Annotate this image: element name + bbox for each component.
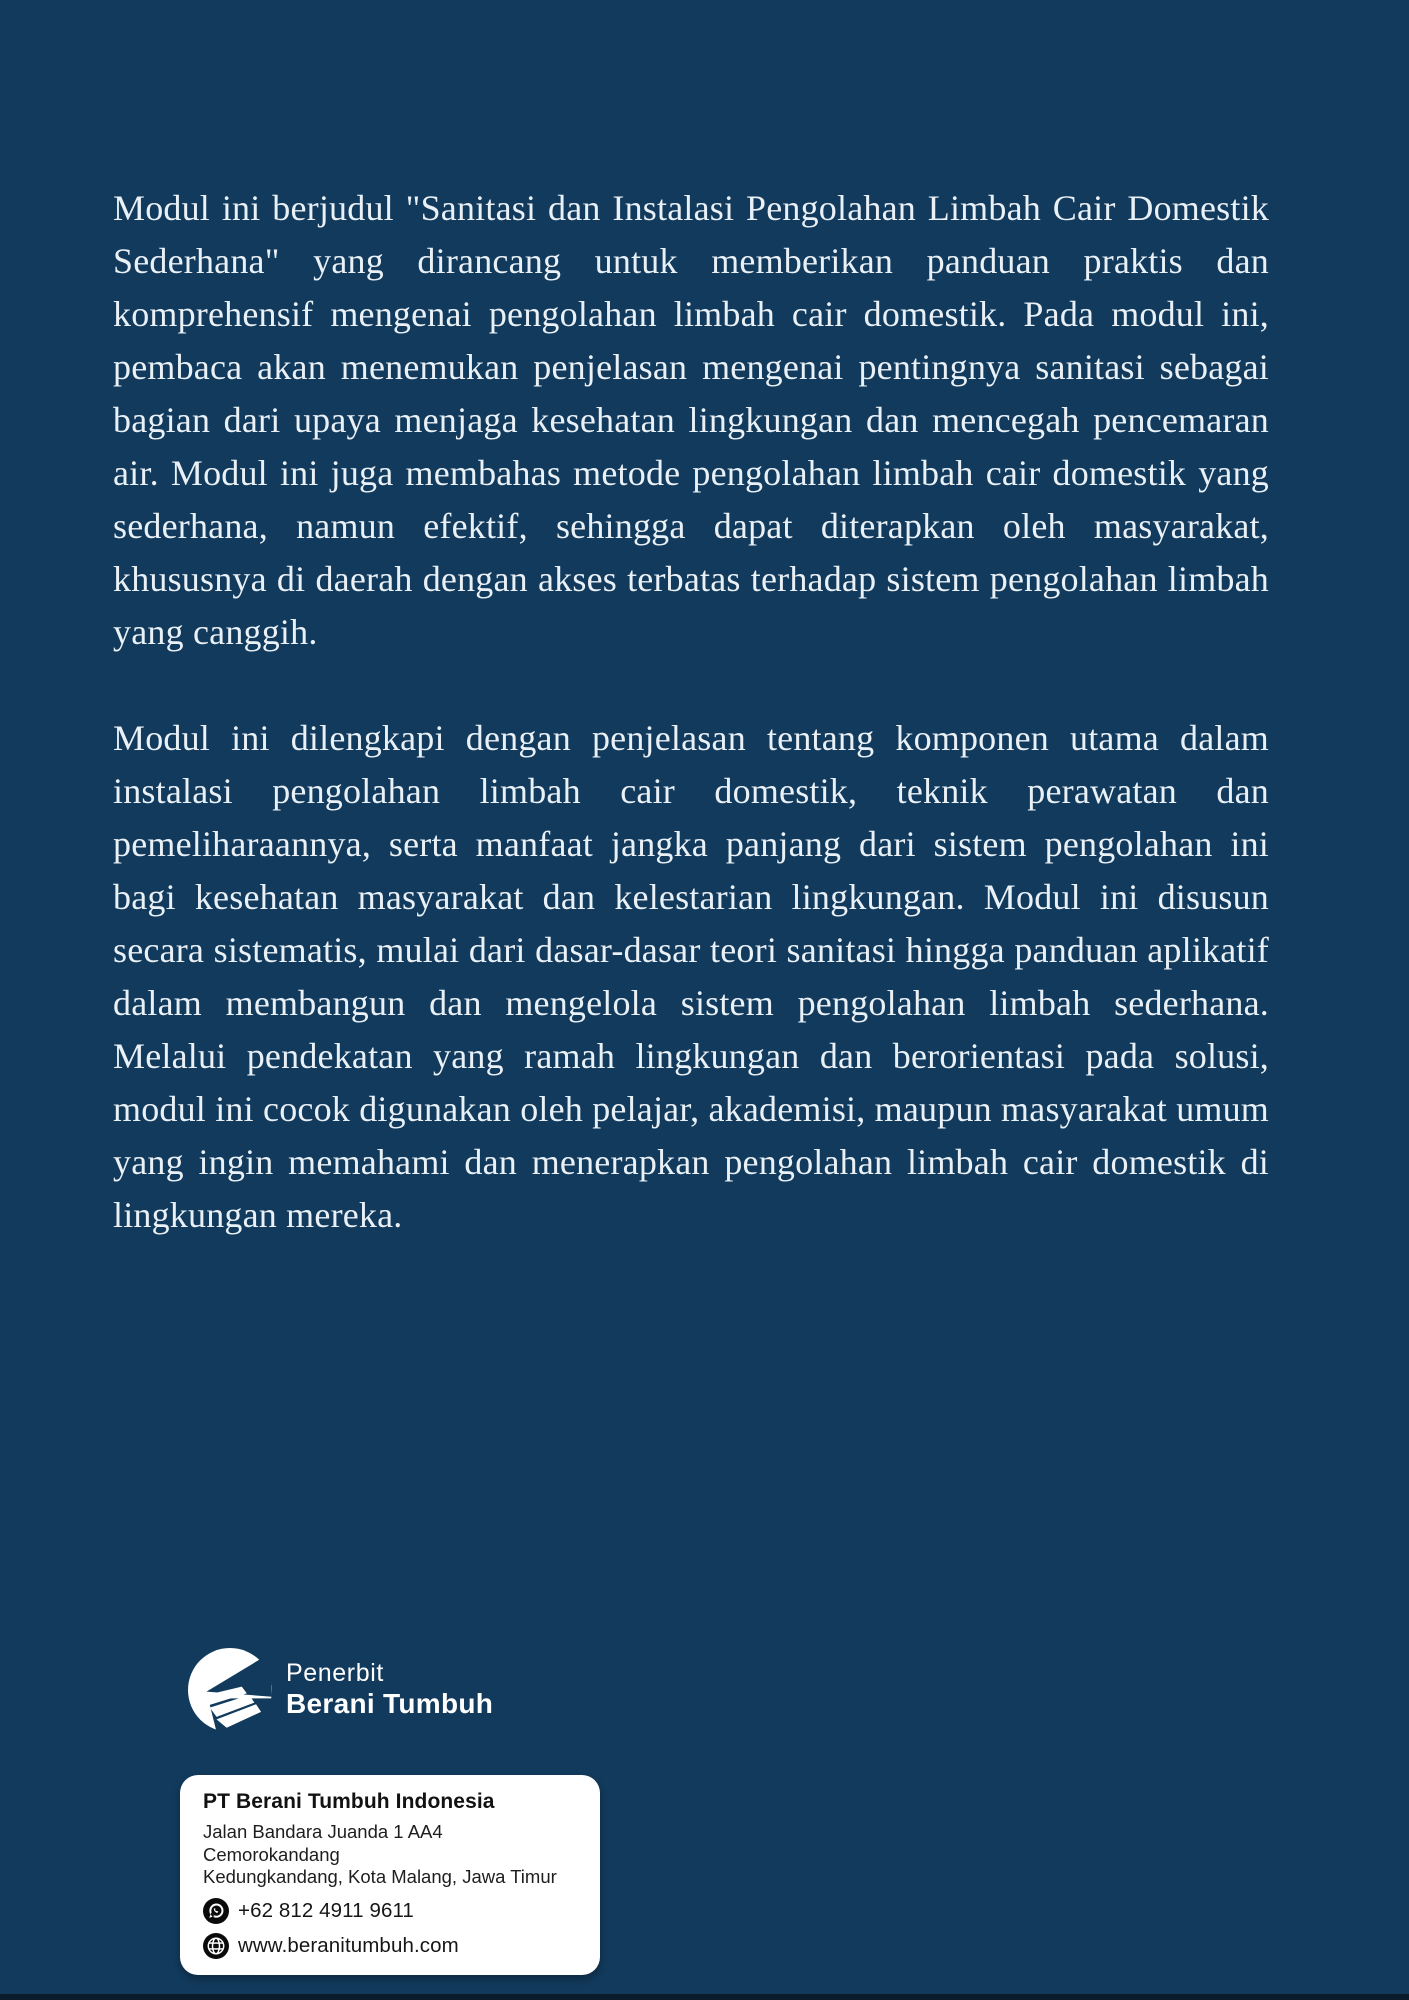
publisher-logo xyxy=(188,1648,493,1732)
publisher-name-bottom: Berani Tumbuh xyxy=(286,1688,494,1720)
whatsapp-icon xyxy=(203,1898,229,1924)
publisher-logo-text xyxy=(286,1660,493,1719)
bottom-edge-strip xyxy=(0,1994,1409,2000)
contact-card xyxy=(180,1775,600,1975)
synopsis-paragraph-1: Modul ini berjudul "Sanitasi dan Instalasi Pengolahan Limbah Cair Domestik Sederhana" yang dirancang untuk memberikan panduan praktis dan komprehensif mengenai pengolahan limbah cair domestik. Pada modul ini, pembaca akan menemukan penjelasan mengenai pentingnya sanitasi sebagai bagian dari upaya menjaga kesehatan lingkungan dan mencegah pencemaran air. Modul ini juga membahas metode pengolahan limbah cair domestik yang sederhana, namun efektif, sehingga dapat diterapkan oleh masyarakat, khususnya di daerah dengan akses terbatas terhadap sistem pengolahan limbah yang canggih. xyxy=(113,188,1269,652)
synopsis-paragraph-2: Modul ini dilengkapi dengan penjelasan tentang komponen utama dalam instalasi pengolahan limbah cair domestik, teknik perawatan dan pemeliharaannya, serta manfaat jangka panjang dari sistem pengolahan ini bagi kesehatan masyarakat dan kelestarian lingkungan. Modul ini disusun secara sistematis, mulai dari dasar-dasar teori sanitasi hingga panduan aplikatif dalam membangun dan mengelola sistem pengolahan limbah sederhana. Melalui pendekatan yang ramah lingkungan dan berorientasi pada solusi, modul ini cocok digunakan oleh pelajar, akademisi, maupun masyarakat umum yang ingin memahami dan menerapkan pengolahan limbah cair domestik di lingkungan mereka. xyxy=(113,718,1269,1235)
phone-number: +62 812 4911 9611 xyxy=(238,1898,414,1922)
synopsis-section xyxy=(113,182,1269,1295)
globe-icon xyxy=(203,1933,229,1959)
phone-row xyxy=(203,1898,582,1924)
address-line-2: Kedungkandang, Kota Malang, Jawa Timur xyxy=(203,1866,557,1887)
publisher-logo-icon xyxy=(188,1648,272,1732)
website-url: www.beranitumbuh.com xyxy=(238,1933,459,1957)
address-line-1: Jalan Bandara Juanda 1 AA4 Cemorokandang xyxy=(203,1821,443,1865)
company-name: PT Berani Tumbuh Indonesia xyxy=(203,1790,495,1813)
website-row xyxy=(203,1933,582,1959)
publisher-name-top: Penerbit xyxy=(286,1659,384,1688)
